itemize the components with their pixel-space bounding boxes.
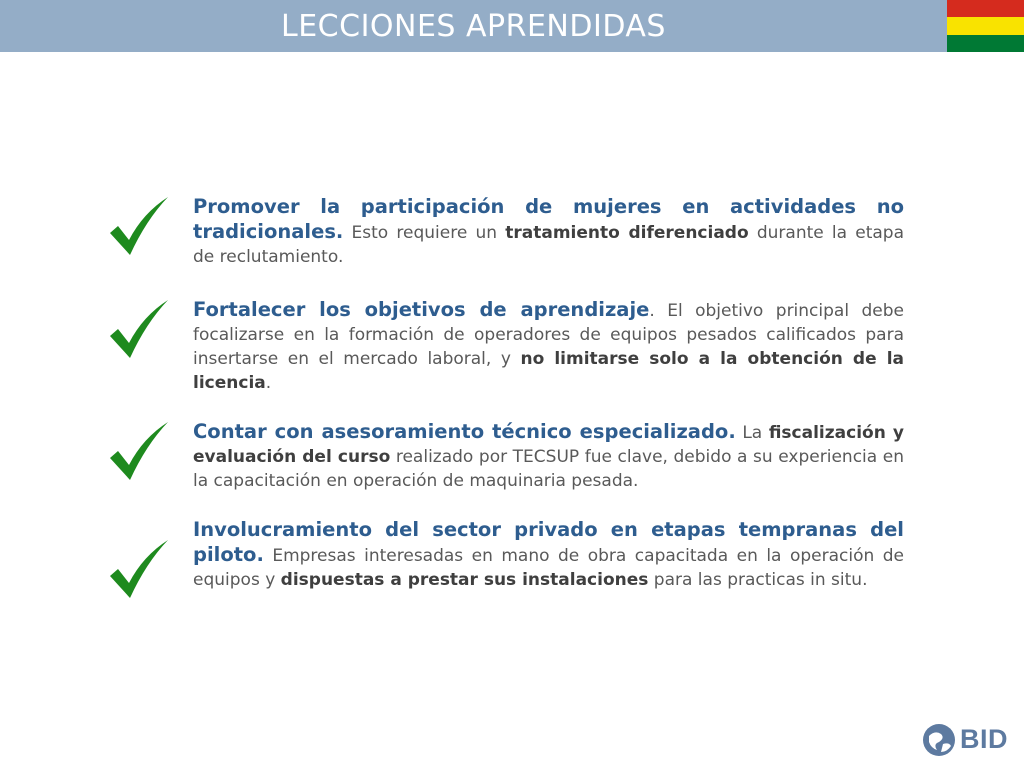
lesson-text: [193, 518, 904, 592]
lesson-body: Empresas interesadas en mano de obra capacitada en la operación de equipos y: [193, 546, 904, 590]
flag-stripe-yellow: [947, 17, 1024, 34]
lesson-lead: Contar con asesoramiento técnico especializado.: [193, 420, 736, 443]
flag-stripe-green: [947, 35, 1024, 52]
bolivia-flag: [947, 0, 1024, 52]
lesson-emphasis: dispuestas a prestar sus instalaciones: [280, 570, 649, 590]
check-icon: [108, 538, 170, 600]
check-icon: [108, 298, 170, 360]
lesson-body-end: para las practicas in situ.: [648, 570, 868, 590]
lesson-text: [193, 298, 904, 395]
lesson-body-end: .: [265, 373, 272, 393]
page-title: LECCIONES APRENDIDAS: [281, 8, 666, 44]
lesson-emphasis: tratamiento diferenciado: [505, 223, 749, 243]
lesson-text: [193, 195, 904, 269]
lesson-body-end: realizado por TECSUP fue clave, debido a su experiencia en la capacitación en operación de maquinaria pesada.: [193, 447, 904, 491]
lesson-body: Esto requiere un: [343, 223, 506, 243]
globe-icon: [921, 722, 957, 758]
bid-logo-text: BID: [960, 724, 1008, 754]
flag-stripe-red: [947, 0, 1024, 17]
check-icon: [108, 420, 170, 482]
lesson-lead: Promover la participación de mujeres en actividades no tradicionales.: [193, 195, 904, 243]
lesson-body: . El objetivo principal debe focalizarse en la formación de operadores de equipos pesados calificados para insertarse en el mercado laboral, y: [193, 301, 904, 369]
lesson-emphasis: no limitarse solo a la obtención de la licencia: [193, 349, 905, 393]
title-bar: [0, 0, 947, 52]
lesson-body-end: durante la etapa de reclutamiento.: [193, 223, 905, 267]
lesson-lead: Fortalecer los objetivos de aprendizaje: [193, 298, 650, 321]
lesson-emphasis: fiscalización y evaluación del curso: [193, 423, 904, 467]
lesson-lead: Involucramiento del sector privado en etapas tempranas del piloto.: [193, 518, 904, 566]
bid-logo: [921, 722, 1017, 758]
lesson-text: [193, 420, 904, 493]
check-icon: [108, 195, 170, 257]
lesson-body: La: [735, 423, 769, 443]
